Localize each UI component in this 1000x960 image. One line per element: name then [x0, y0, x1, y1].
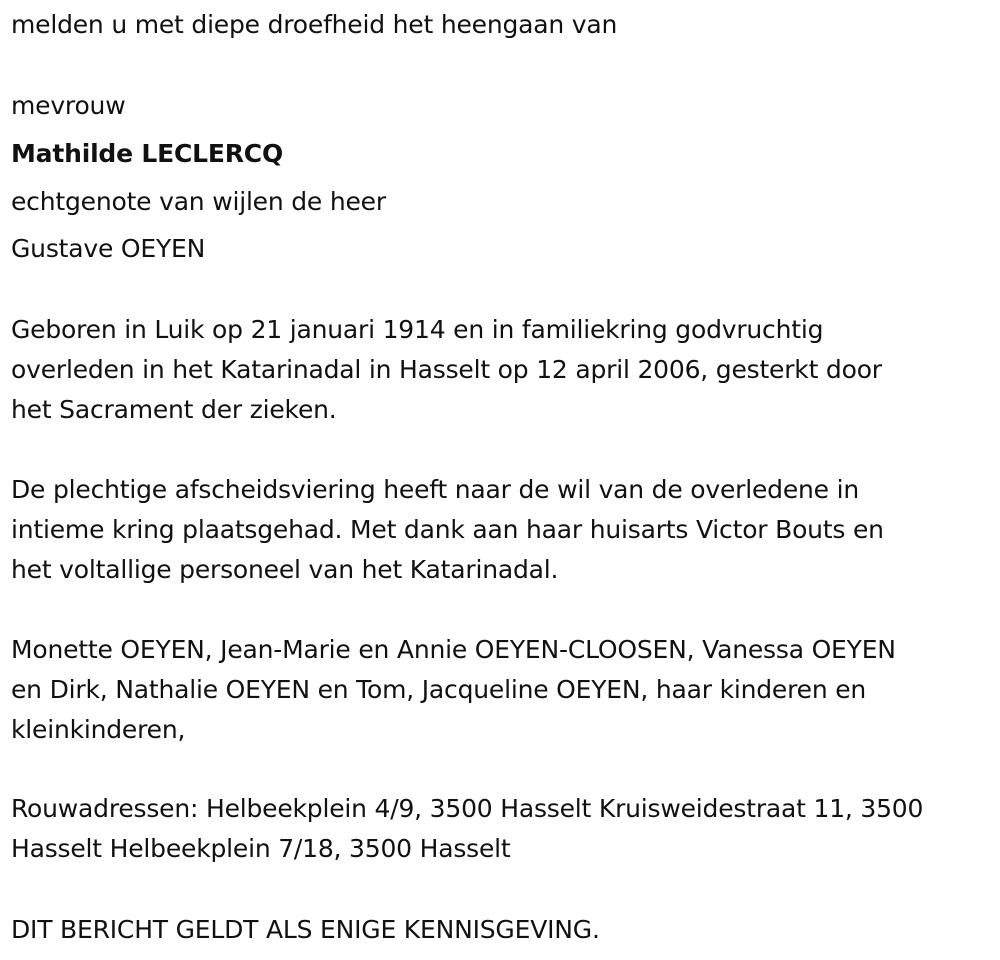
deceased-name: Mathilde LECLERCQ — [11, 139, 284, 168]
paragraph-line: De plechtige afscheidsviering heeft naar de wil van de overledene in — [11, 475, 859, 504]
intro-line: melden u met diepe droefheid het heengaan van — [11, 10, 618, 39]
paragraph-line: en Dirk, Nathalie OEYEN en Tom, Jacqueline OEYEN, haar kinderen en — [11, 675, 867, 704]
paragraph-line: overleden in het Katarinadal in Hasselt op 12 april 2006, gesterkt door — [11, 355, 882, 384]
paragraph-line: intieme kring plaatsgehad. Met dank aan haar huisarts Victor Bouts en — [11, 515, 884, 544]
ceremony-paragraph — [11, 470, 884, 590]
family-paragraph — [11, 630, 896, 750]
notice-line: DIT BERICHT GELDT ALS ENIGE KENNISGEVING. — [11, 915, 600, 944]
paragraph-line: het voltallige personeel van het Katarinadal. — [11, 555, 559, 584]
deceased-relation: echtgenote van wijlen de heer — [11, 187, 386, 216]
addresses-paragraph — [11, 789, 923, 869]
paragraph-line: het Sacrament der zieken. — [11, 395, 337, 424]
paragraph-line: kleinkinderen, — [11, 715, 186, 744]
spouse-name: Gustave OEYEN — [11, 234, 206, 263]
paragraph-line: Monette OEYEN, Jean-Marie en Annie OEYEN-CLOOSEN, Vanessa OEYEN — [11, 635, 896, 664]
birth-death-paragraph — [11, 310, 882, 430]
deceased-title: mevrouw — [11, 91, 126, 120]
paragraph-line: Rouwadressen: Helbeekplein 4/9, 3500 Hasselt Kruisweidestraat 11, 3500 — [11, 794, 924, 823]
paragraph-line: Geboren in Luik op 21 januari 1914 en in familiekring godvruchtig — [11, 315, 824, 344]
paragraph-line: Hasselt Helbeekplein 7/18, 3500 Hasselt — [11, 834, 511, 863]
